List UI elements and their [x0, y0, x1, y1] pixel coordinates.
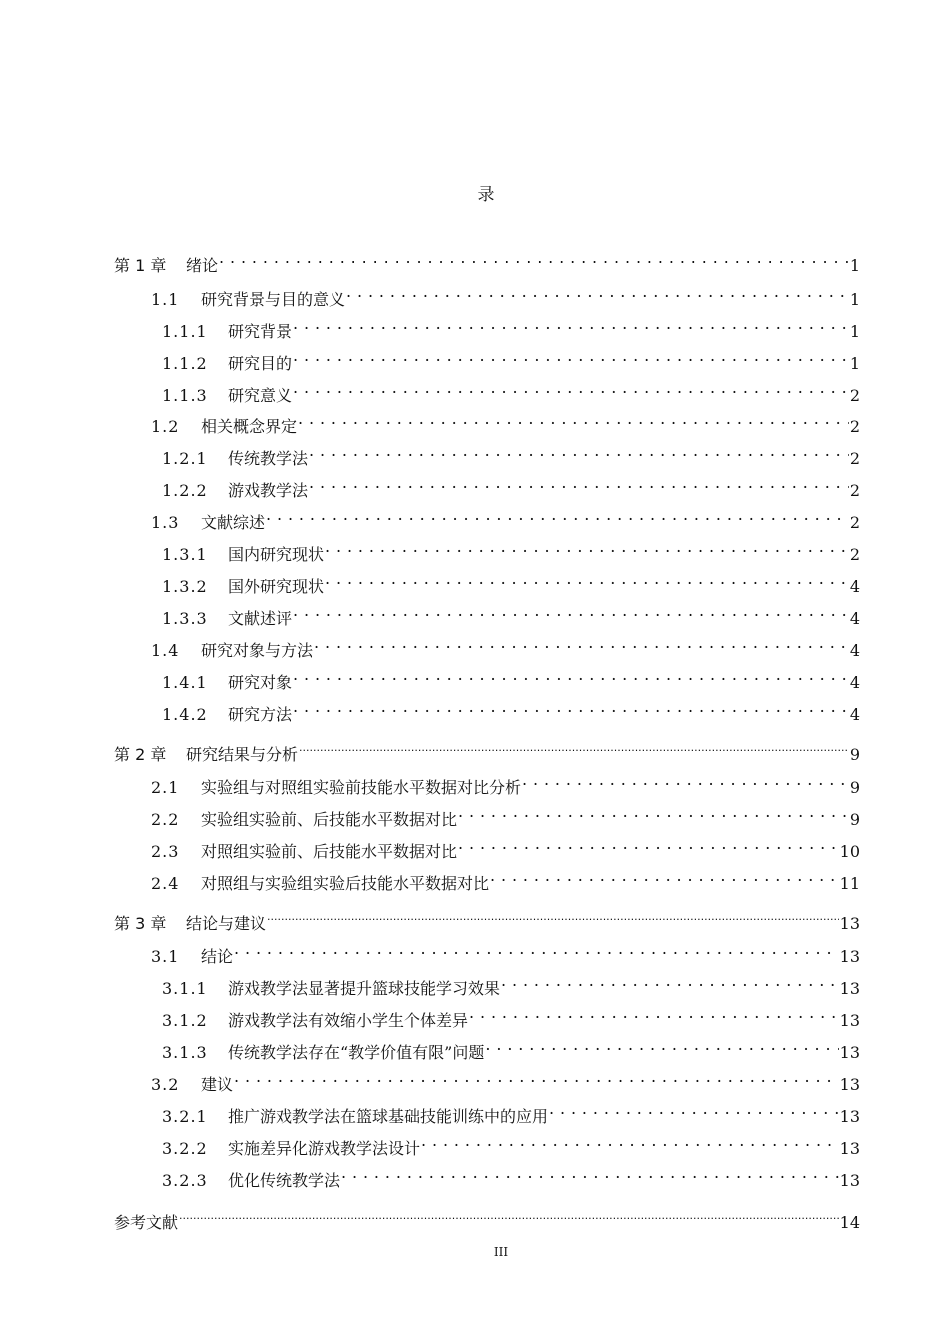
toc-entry-page: 13	[839, 1011, 860, 1030]
toc-entry-1-1-2[interactable]	[162, 343, 860, 373]
toc-entry-page: 13	[839, 1139, 860, 1158]
toc-entry-number: 1.4	[151, 641, 180, 660]
toc-entry-1-1-1[interactable]	[162, 311, 860, 341]
toc-entry-3-1-1[interactable]	[162, 968, 860, 998]
dot-leader	[179, 1202, 839, 1228]
toc-entry-3-2-3[interactable]	[162, 1160, 860, 1190]
dot-leader	[325, 566, 849, 592]
dot-leader	[293, 343, 849, 369]
toc-entry-title: 国内研究现状	[228, 545, 325, 564]
toc-entry-page: 2	[849, 449, 860, 468]
toc-entry-page: 2	[849, 481, 860, 500]
toc-entry-title: 传统教学法存在“教学价值有限”问题	[228, 1043, 485, 1062]
toc-entry-title: 对照组与实验组实验后技能水平数据对比	[201, 874, 490, 893]
toc-entry-1-3-1[interactable]	[162, 534, 860, 564]
toc-entry-page: 2	[849, 386, 860, 405]
toc-entry-page: 13	[839, 979, 860, 998]
toc-entry-page: 1	[849, 322, 860, 341]
toc-entry-title: 研究对象	[228, 673, 293, 692]
toc-entry-number: 1.4.2	[162, 705, 208, 724]
dot-leader	[490, 863, 839, 889]
toc-entry-1-2[interactable]	[151, 406, 860, 436]
toc-entry-page: 2	[849, 513, 860, 532]
page-title: 录	[477, 185, 495, 205]
toc-entry-page: 1	[849, 256, 860, 275]
toc-entry-number: 1.1.2	[162, 354, 208, 373]
toc-entry-title: 参考文献	[114, 1213, 179, 1232]
toc-entry-number: 1.1.3	[162, 386, 208, 405]
toc-entry-title: 游戏教学法有效缩小学生个体差异	[228, 1011, 469, 1030]
toc-entry-2-3[interactable]	[151, 831, 860, 861]
toc-entry-chapter-1[interactable]	[114, 245, 860, 275]
toc-entry-number: 1.3.2	[162, 577, 208, 596]
toc-entry-number: 3.2.2	[162, 1139, 208, 1158]
toc-entry-page: 9	[849, 778, 860, 797]
dot-leader	[485, 1032, 838, 1058]
dot-leader	[293, 375, 849, 401]
toc-entry-number: 第 2 章	[114, 745, 167, 764]
toc-entry-2-2[interactable]	[151, 799, 860, 829]
toc-entry-number: 2.3	[151, 842, 180, 861]
dot-leader	[501, 968, 839, 994]
toc-entry-page: 13	[839, 914, 860, 933]
toc-entry-title: 绪论	[186, 256, 219, 275]
toc-entry-page: 11	[839, 874, 860, 893]
toc-entry-number: 3.2	[151, 1075, 180, 1094]
toc-entry-number: 3.1.3	[162, 1043, 208, 1062]
dot-leader	[309, 470, 849, 496]
toc-entry-2-1[interactable]	[151, 767, 860, 797]
toc-entry-chapter-3[interactable]	[114, 903, 860, 933]
toc-entry-number: 3.1	[151, 947, 180, 966]
toc-entry-page: 2	[849, 545, 860, 564]
toc-entry-1-1-3[interactable]	[162, 375, 860, 405]
toc-entry-title: 研究意义	[228, 386, 293, 405]
toc-entry-3-1[interactable]	[151, 936, 860, 966]
toc-entry-title: 研究目的	[228, 354, 293, 373]
toc-entry-title: 优化传统教学法	[228, 1171, 341, 1190]
toc-entry-number: 第 1 章	[114, 256, 167, 275]
toc-entry-number: 3.1.2	[162, 1011, 208, 1030]
toc-entry-title: 研究背景	[228, 322, 293, 341]
dot-leader	[298, 406, 849, 432]
dot-leader	[341, 1160, 839, 1186]
dot-leader	[314, 630, 849, 656]
toc-entry-page: 1	[849, 290, 860, 309]
toc-entry-page: 1	[849, 354, 860, 373]
toc-entry-1-4[interactable]	[151, 630, 860, 660]
dot-leader	[458, 799, 849, 825]
toc-entry-1-4-2[interactable]	[162, 694, 860, 724]
toc-entry-1-2-1[interactable]	[162, 438, 860, 468]
toc-entry-number: 3.2.3	[162, 1171, 208, 1190]
toc-entry-chapter-2[interactable]	[114, 734, 860, 764]
dot-leader	[234, 936, 839, 962]
toc-entry-page: 4	[849, 705, 860, 724]
toc-entry-number: 1.1	[151, 290, 180, 309]
toc-entry-2-4[interactable]	[151, 863, 860, 893]
toc-entry-title: 文献述评	[228, 609, 293, 628]
toc-entry-title: 推广游戏教学法在篮球基础技能训练中的应用	[228, 1107, 549, 1126]
toc-entry-page: 13	[839, 1171, 860, 1190]
toc-entry-number: 1.2.2	[162, 481, 208, 500]
toc-entry-title: 文献综述	[201, 513, 266, 532]
toc-entry-title: 研究背景与目的意义	[201, 290, 346, 309]
dot-leader	[293, 311, 849, 337]
toc-entry-3-2[interactable]	[151, 1064, 860, 1094]
toc-entry-number: 1.4.1	[162, 673, 208, 692]
toc-entry-title: 游戏教学法显著提升篮球技能学习效果	[228, 979, 501, 998]
dot-leader	[219, 245, 849, 271]
dot-leader	[346, 279, 849, 305]
dot-leader	[309, 438, 849, 464]
toc-entry-number: 2.4	[151, 874, 180, 893]
toc-entry-number: 1.3	[151, 513, 180, 532]
toc-entry-page: 4	[849, 609, 860, 628]
toc-entry-title: 游戏教学法	[228, 481, 309, 500]
dot-leader	[469, 1000, 839, 1026]
dot-leader	[234, 1064, 839, 1090]
toc-entry-page: 10	[839, 842, 860, 861]
toc-entry-1-2-2[interactable]	[162, 470, 860, 500]
toc-entry-number: 1.3.1	[162, 545, 208, 564]
toc-entry-number: 3.1.1	[162, 979, 208, 998]
toc-entry-page: 4	[849, 577, 860, 596]
toc-entry-page: 14	[839, 1213, 860, 1232]
dot-leader	[549, 1096, 839, 1122]
toc-entry-page: 9	[849, 745, 860, 764]
dot-leader	[421, 1128, 839, 1154]
page-number: III	[493, 1245, 509, 1259]
dot-leader	[522, 767, 849, 793]
toc-entry-page: 4	[849, 673, 860, 692]
toc-entry-title: 传统教学法	[228, 449, 309, 468]
toc-entry-page: 9	[849, 810, 860, 829]
toc-entry-title: 结论与建议	[186, 914, 267, 933]
dot-leader	[267, 903, 839, 929]
toc-entry-number: 1.2	[151, 417, 180, 436]
toc-entry-1-3-2[interactable]	[162, 566, 860, 596]
toc-entry-number: 1.1.1	[162, 322, 208, 341]
toc-entry-title: 实验组与对照组实验前技能水平数据对比分析	[201, 778, 522, 797]
toc-entry-number: 第 3 章	[114, 914, 167, 933]
toc-entry-1-3[interactable]	[151, 502, 860, 532]
toc-entry-1-4-1[interactable]	[162, 662, 860, 692]
toc-entry-title: 国外研究现状	[228, 577, 325, 596]
dot-leader	[293, 598, 849, 624]
toc-entry-title: 结论	[201, 947, 234, 966]
toc-entry-title: 建议	[201, 1075, 234, 1094]
toc-entry-number: 1.3.3	[162, 609, 208, 628]
toc-entry-1-3-3[interactable]	[162, 598, 860, 628]
toc-entry-3-1-3[interactable]	[162, 1032, 860, 1062]
toc-entry-page: 13	[839, 1043, 860, 1062]
toc-entry-page: 2	[849, 417, 860, 436]
dot-leader	[293, 662, 849, 688]
dot-leader	[293, 694, 849, 720]
toc-entry-number: 2.1	[151, 778, 180, 797]
dot-leader	[299, 734, 849, 760]
toc-entry-3-1-2[interactable]	[162, 1000, 860, 1030]
toc-entry-title: 对照组实验前、后技能水平数据对比	[201, 842, 458, 861]
toc-entry-title: 研究方法	[228, 705, 293, 724]
toc-entry-3-2-2[interactable]	[162, 1128, 860, 1158]
toc-entry-number: 2.2	[151, 810, 180, 829]
dot-leader	[458, 831, 839, 857]
toc-entry-number: 1.2.1	[162, 449, 208, 468]
toc-entry-page: 13	[839, 947, 860, 966]
toc-entry-page: 13	[839, 1107, 860, 1126]
toc-entry-title: 实施差异化游戏教学法设计	[228, 1139, 421, 1158]
dot-leader	[325, 534, 849, 560]
toc-entry-title: 研究对象与方法	[201, 641, 314, 660]
toc-entry-references[interactable]	[114, 1202, 860, 1232]
toc-entry-title: 研究结果与分析	[186, 745, 299, 764]
toc-entry-page: 13	[839, 1075, 860, 1094]
toc-entry-1-1[interactable]	[151, 279, 860, 309]
dot-leader	[266, 502, 849, 528]
toc-entry-3-2-1[interactable]	[162, 1096, 860, 1126]
toc-entry-page: 4	[849, 641, 860, 660]
toc-entry-title: 实验组实验前、后技能水平数据对比	[201, 810, 458, 829]
toc-entry-title: 相关概念界定	[201, 417, 298, 436]
toc-entry-number: 3.2.1	[162, 1107, 208, 1126]
